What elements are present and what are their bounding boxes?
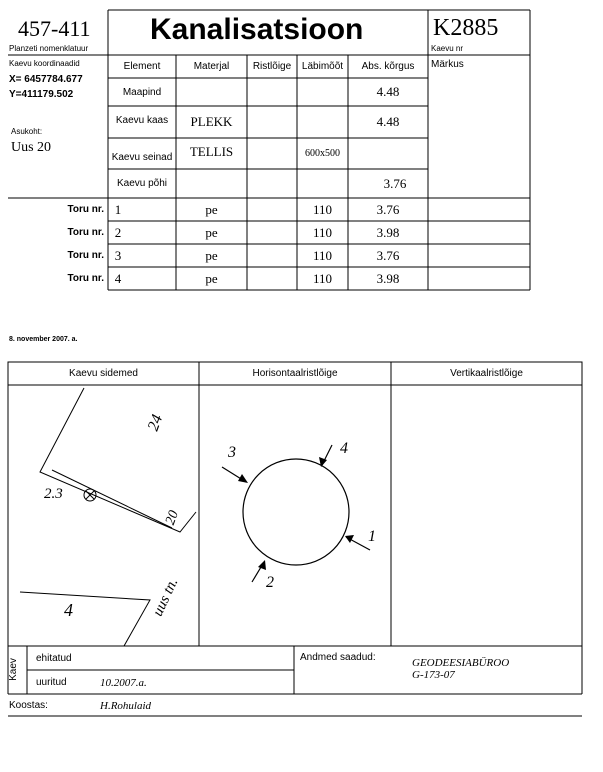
page-title: Kanalisatsioon xyxy=(150,13,364,46)
pipe-material: pe xyxy=(205,247,218,263)
row-diameter: 600x500 xyxy=(305,148,340,159)
well-number: K2885 xyxy=(433,15,499,41)
pipe-abs: 3.76 xyxy=(376,201,400,217)
pipe-diameter: 110 xyxy=(312,224,333,240)
pipe-num: 4 xyxy=(114,270,122,286)
pipe-label-3: 3 xyxy=(228,444,236,461)
coord-x: X= 6457784.677 xyxy=(9,74,83,85)
kaev-label: Kaev xyxy=(7,658,19,681)
pipe-label-4: 4 xyxy=(340,440,348,457)
row-element: Kaevu seinad xyxy=(111,152,173,163)
pipe-abs: 3.76 xyxy=(376,247,400,263)
date-line: 8. november 2007. a. xyxy=(9,336,78,343)
coords-label: Kaevu koordinaadid xyxy=(9,59,80,68)
hand-label-street: uus tn. xyxy=(150,575,182,619)
pipe-label: Toru nr. xyxy=(67,227,104,238)
col-header-diameter: Läbimõõt xyxy=(301,61,344,72)
hand-label-23: 2.3 xyxy=(44,486,63,502)
pipe-num: 1 xyxy=(114,201,122,217)
row-abs: 4.48 xyxy=(376,84,400,99)
coord-y: Y=411179.502 xyxy=(9,89,74,100)
pipe-label: Toru nr. xyxy=(67,273,104,284)
pipe-label: Toru nr. xyxy=(67,250,104,261)
hand-label-20: 20 xyxy=(163,508,182,527)
row-element: Kaevu põhi xyxy=(116,178,168,189)
pipe-abs: 3.98 xyxy=(376,224,400,240)
source-line1: GEODEESIABÜROO xyxy=(412,657,510,669)
sketch-col-horizontal: Horisontaalristlõige xyxy=(252,368,338,379)
row-element: Kaevu kaas xyxy=(115,115,169,126)
source-line2: G-173-07 xyxy=(412,669,455,681)
col-header-material: Materjal xyxy=(193,61,230,72)
sketch-col-vertical: Vertikaalristlõige xyxy=(450,368,523,379)
sketch-col-connections: Kaevu sidemed xyxy=(69,368,138,379)
pipe-diameter: 110 xyxy=(312,201,333,217)
well-number-label: Kaevu nr xyxy=(431,44,464,53)
col-header-cross: Ristlõige xyxy=(252,61,292,72)
source-label: Andmed saadud: xyxy=(300,652,376,663)
surveyed-label: uuritud xyxy=(36,677,67,688)
col-header-notes: Märkus xyxy=(431,59,464,70)
col-header-abs: Abs. kõrgus xyxy=(361,61,415,72)
pipe-label: Toru nr. xyxy=(67,204,104,215)
hand-label-24: 24 xyxy=(144,412,167,434)
pipe-label-1: 1 xyxy=(368,528,376,545)
compiled-value: H.Rohulaid xyxy=(100,700,152,712)
nomenclature-number: 457-411 xyxy=(18,16,91,41)
pipe-diameter: 110 xyxy=(312,247,333,263)
hand-label-4: 4 xyxy=(64,600,73,620)
row-material: TELLIS xyxy=(189,144,234,159)
row-material: PLEKK xyxy=(190,114,233,129)
pipe-label-2: 2 xyxy=(266,574,274,591)
col-header-element: Element xyxy=(123,61,161,72)
row-abs: 3.76 xyxy=(383,175,407,191)
pipe-num: 3 xyxy=(114,247,122,263)
pipe-material: pe xyxy=(205,201,218,217)
pipe-diameter: 110 xyxy=(312,270,333,286)
row-abs: 4.48 xyxy=(376,114,400,129)
address-label: Asukoht: xyxy=(11,127,43,136)
pipe-abs: 3.98 xyxy=(376,270,400,286)
nomenclature-label: Planzeti nomenklatuur xyxy=(9,44,89,53)
built-label: ehitatud xyxy=(36,653,72,664)
pipe-num: 2 xyxy=(114,224,122,240)
pipe-material: pe xyxy=(205,224,218,240)
surveyed-value: 10.2007.a. xyxy=(100,677,147,689)
row-element: Maapind xyxy=(122,86,162,98)
pipe-material: pe xyxy=(205,270,218,286)
address-value: Uus 20 xyxy=(11,140,52,155)
compiled-label: Koostas: xyxy=(9,700,48,711)
